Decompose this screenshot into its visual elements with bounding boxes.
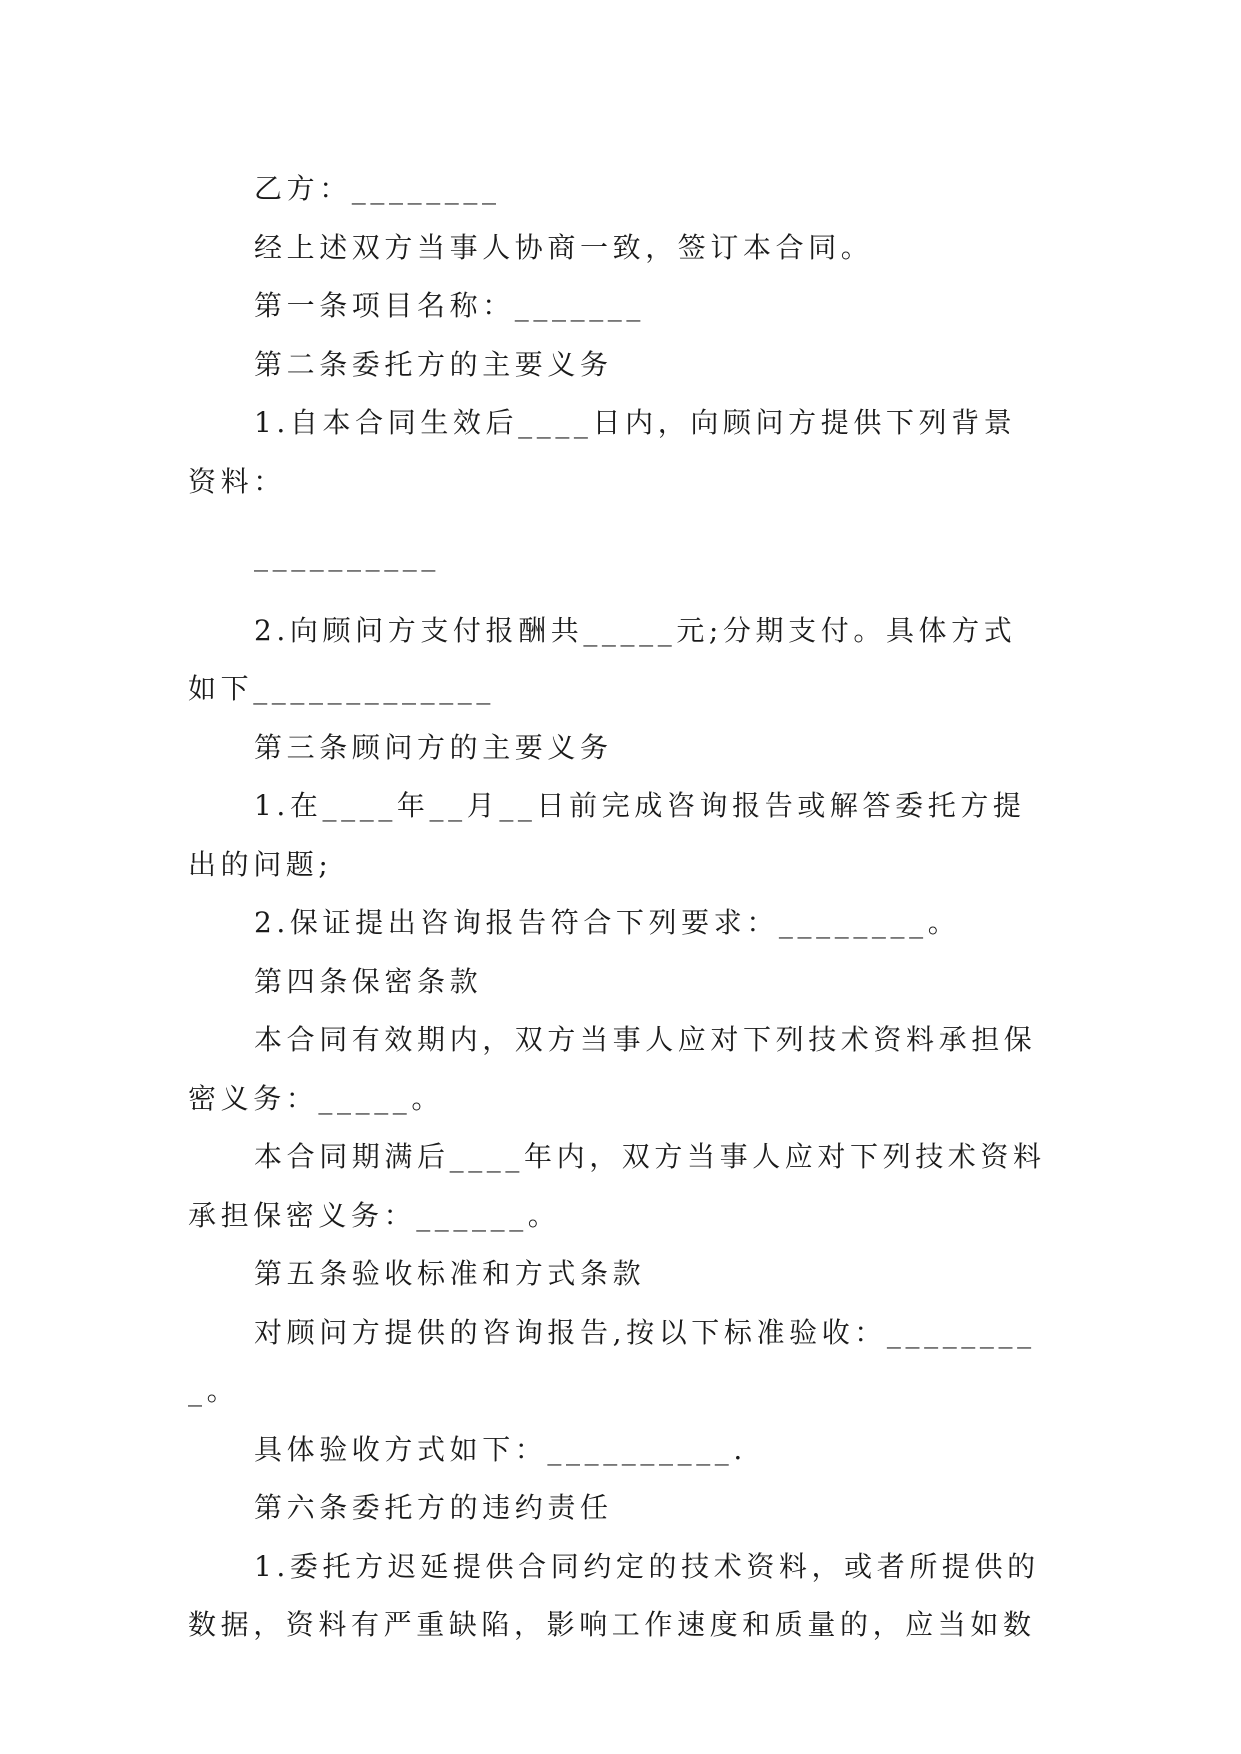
article-2-item-1-blank: __________ [254, 539, 440, 572]
article-3-heading: 第三条顾问方的主要义务 [254, 730, 613, 764]
article-5-heading: 第五条验收标准和方式条款 [254, 1257, 646, 1290]
article-4-heading: 第四条保密条款 [254, 964, 483, 998]
article-4-clause-2: 本合同期满后____年内，双方当事人应对下列技术资料承担保密义务：______。 [188, 1140, 1046, 1232]
article-2-item-2: 2.向顾问方支付报酬共_____元;分期支付。具体方式如下_____________ [188, 613, 1017, 705]
article-1-heading: 第一条项目名称：_______ [254, 289, 646, 322]
article-2-item-1: 1.自本合同生效后____日内，向顾问方提供下列背景资料： [188, 406, 1017, 498]
article-6-heading: 第六条委托方的违约责任 [254, 1491, 613, 1524]
agreement-statement: 经上述双方当事人协商一致，签订本合同。 [254, 230, 874, 264]
article-6-item-1: 1.委托方迟延提供合同约定的技术资料，或者所提供的数据，资料有严重缺陷，影响工作速度和质量的，应当如数 [188, 1549, 1040, 1641]
article-4-clause-1: 本合同有效期内，双方当事人应对下列技术资料承担保密义务：_____。 [188, 1023, 1037, 1115]
article-3-item-1: 1.在____年__月__日前完成咨询报告或解答委托方提出的问题; [188, 789, 1026, 881]
article-5-clause-2: 具体验收方式如下：__________. [254, 1432, 747, 1466]
article-2-heading: 第二条委托方的主要义务 [254, 347, 613, 381]
article-3-item-2: 2.保证提出咨询报告符合下列要求：________。 [254, 906, 961, 939]
party-b-line: 乙方：________ [254, 172, 501, 205]
document-body [188, 160, 1048, 1655]
article-5-clause-1: 对顾问方提供的咨询报告,按以下标准验收：_________。 [188, 1315, 1036, 1407]
